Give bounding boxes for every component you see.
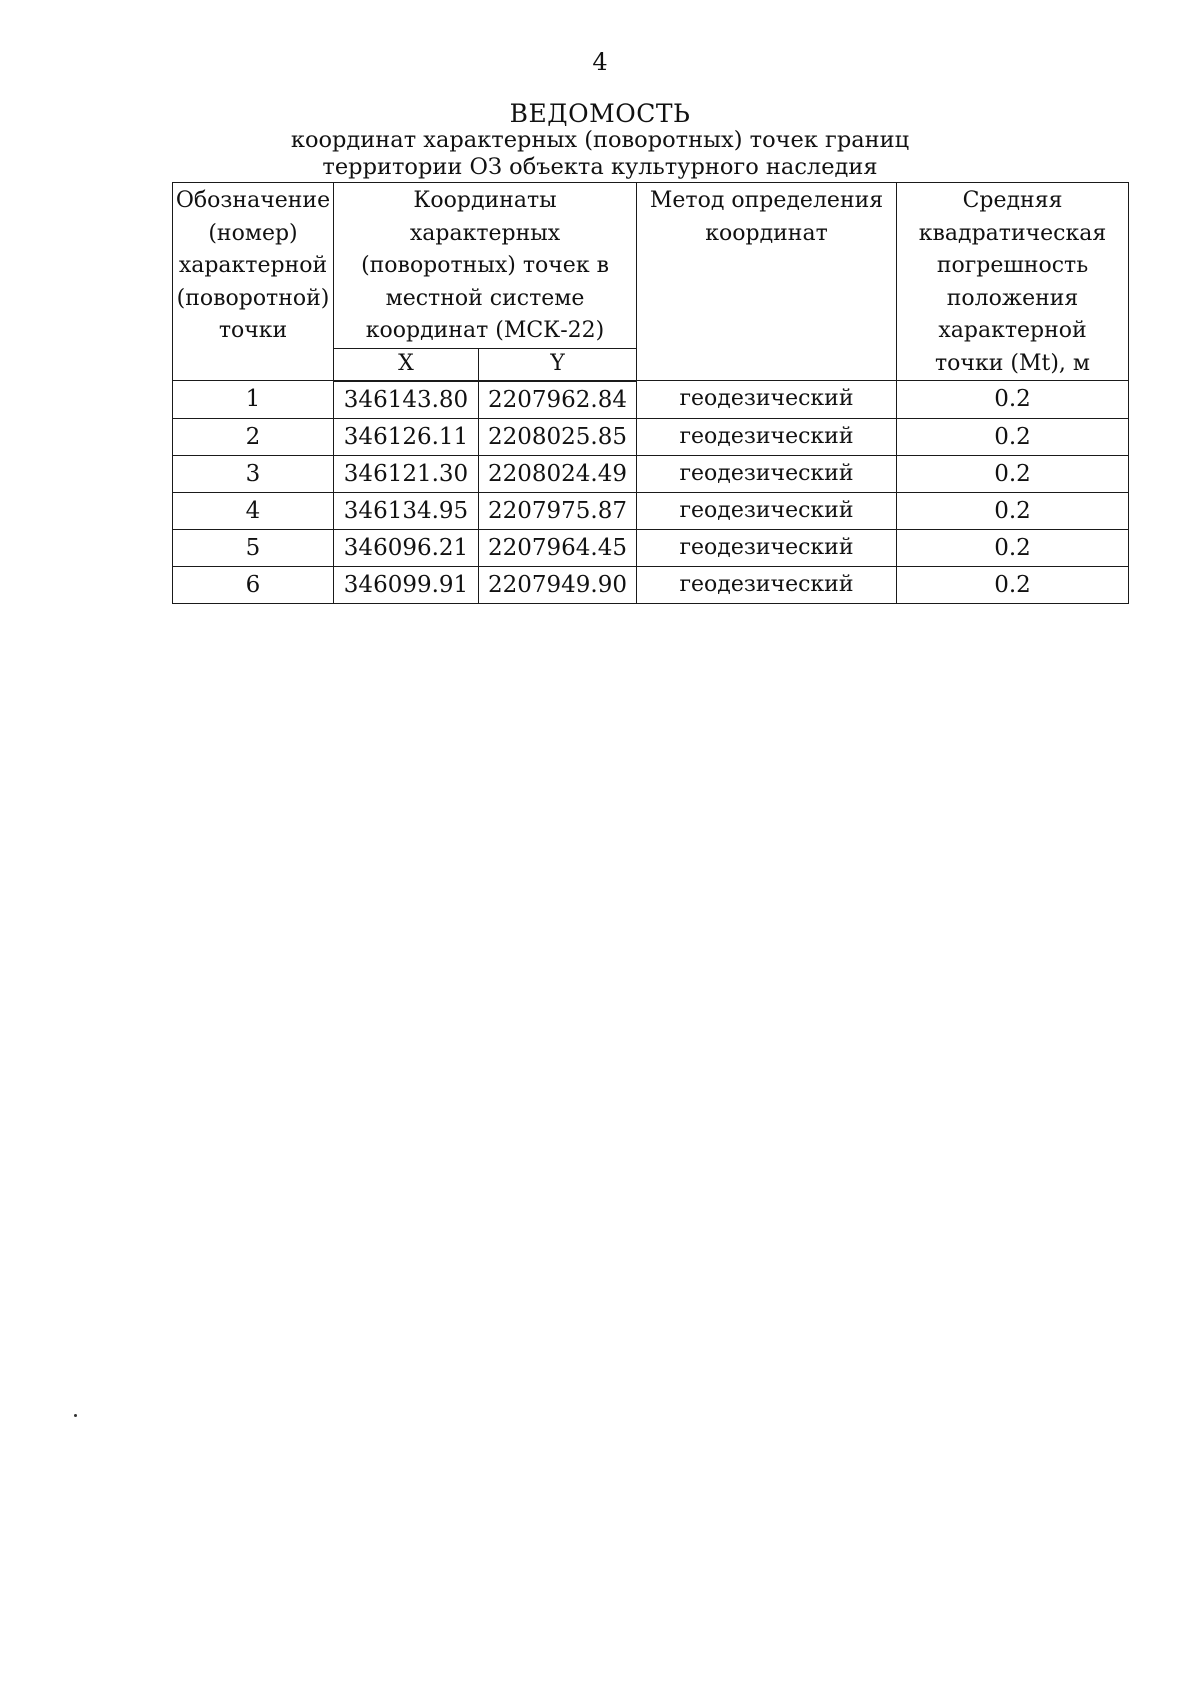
cell-error: 0.2: [897, 418, 1129, 455]
header-coordinates: [334, 183, 637, 349]
cell-x: 346121.30: [334, 455, 479, 492]
cell-y: 2207975.87: [479, 492, 637, 529]
cell-point-number: 6: [173, 566, 334, 603]
cell-error: 0.2: [897, 381, 1129, 419]
page-number: 4: [592, 48, 608, 76]
header-line: Метод определения: [649, 188, 884, 213]
cell-error: 0.2: [897, 566, 1129, 603]
cell-method: геодезический: [637, 418, 897, 455]
cell-method: геодезический: [637, 455, 897, 492]
header-line: точки (Mt), м: [935, 350, 1091, 376]
header-line: (поворотной): [176, 285, 330, 311]
cell-error: 0.2: [897, 529, 1129, 566]
header-error: [897, 183, 1129, 381]
cell-y: 2207949.90: [479, 566, 637, 603]
cell-x: 346134.95: [334, 492, 479, 529]
header-line: квадратическая: [918, 220, 1107, 246]
header-y: Y: [479, 349, 637, 381]
header-line: Координаты: [413, 188, 557, 213]
table-row: [173, 566, 1129, 603]
cell-method: геодезический: [637, 566, 897, 603]
header-method: [637, 183, 897, 381]
header-line: погрешность: [936, 253, 1089, 278]
header-x: X: [334, 349, 479, 381]
scan-speck: [74, 1414, 77, 1417]
title-main: ВЕДОМОСТЬ: [509, 99, 691, 128]
header-line: характерных: [409, 220, 561, 246]
header-line: Обозначение: [175, 188, 331, 213]
title-line-1: координат характерных (поворотных) точек границ: [290, 127, 910, 153]
header-line: характерной: [178, 253, 328, 278]
table-header-row: [173, 183, 1129, 349]
coordinates-table: [172, 182, 1129, 604]
cell-error: 0.2: [897, 492, 1129, 529]
table-row: [173, 381, 1129, 419]
cell-y: 2208025.85: [479, 418, 637, 455]
cell-y: 2208024.49: [479, 455, 637, 492]
cell-method: геодезический: [637, 529, 897, 566]
cell-point-number: 2: [173, 418, 334, 455]
header-line: (поворотных) точек в: [361, 253, 609, 278]
header-line: положения: [946, 285, 1079, 311]
cell-y: 2207964.45: [479, 529, 637, 566]
cell-point-number: 5: [173, 529, 334, 566]
table-row: [173, 529, 1129, 566]
cell-x: 346126.11: [334, 418, 479, 455]
table-row: [173, 492, 1129, 529]
cell-point-number: 1: [173, 381, 334, 419]
header-line: координат (МСК-22): [365, 318, 605, 343]
cell-x: 346099.91: [334, 566, 479, 603]
cell-method: геодезический: [637, 492, 897, 529]
title-line-2: территории ОЗ объекта культурного наследия: [322, 154, 878, 180]
header-line: характерной: [938, 318, 1087, 343]
header-line: точки: [218, 318, 288, 343]
cell-method: геодезический: [637, 381, 897, 419]
cell-point-number: 3: [173, 455, 334, 492]
header-line: координат: [705, 220, 828, 246]
cell-error: 0.2: [897, 455, 1129, 492]
table-row: [173, 418, 1129, 455]
document-title: [0, 100, 1200, 181]
cell-x: 346143.80: [334, 381, 479, 419]
cell-x: 346096.21: [334, 529, 479, 566]
table-row: [173, 455, 1129, 492]
cell-y: 2207962.84: [479, 381, 637, 419]
header-line: (номер): [208, 220, 298, 246]
header-line: местной системе: [385, 285, 585, 311]
header-designation: [173, 183, 334, 381]
cell-point-number: 4: [173, 492, 334, 529]
header-line: Средняя: [962, 188, 1063, 213]
